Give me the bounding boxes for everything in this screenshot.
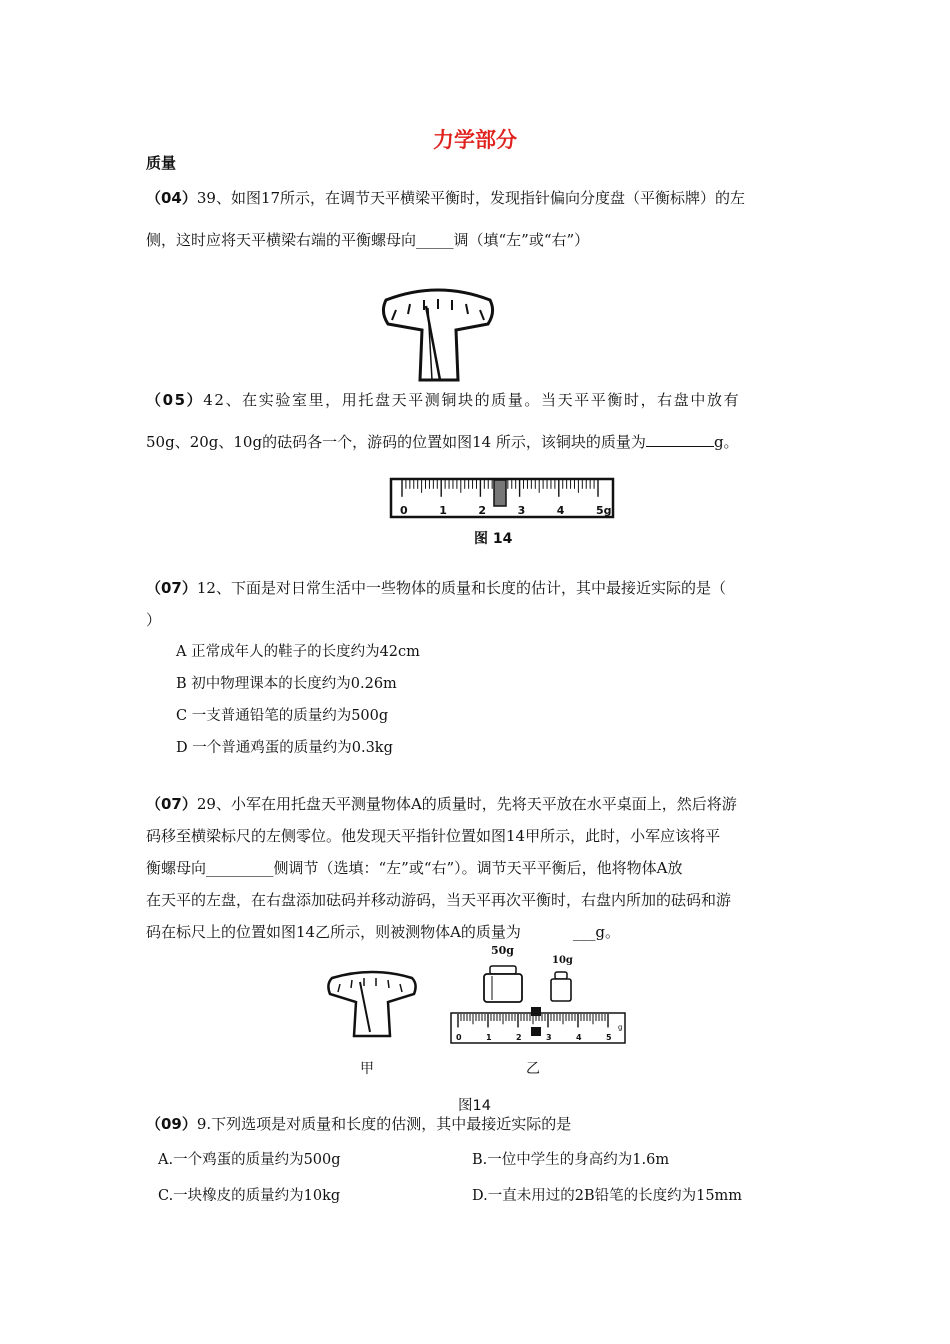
q2-line2 bbox=[146, 432, 739, 452]
q2-answer-blank bbox=[646, 432, 714, 447]
q5-option-b: B.一位中学生的身高约为1.6m bbox=[472, 1152, 670, 1168]
ruler-rider-top bbox=[531, 1007, 541, 1016]
q4-fig-jia-dial bbox=[326, 972, 418, 1038]
q2-text2-unit: g。 bbox=[713, 433, 739, 451]
q3-option-d: D 一个普通鸡蛋的质量约为0.3kg bbox=[176, 740, 393, 756]
q4-line5 bbox=[146, 922, 620, 942]
q4-weight-50g-label: 50g bbox=[491, 944, 514, 957]
q2-figure-caption: 图 14 bbox=[474, 531, 513, 547]
q1-text1: 39、如图17所示，在调节天平横梁平衡时，发现指针偏向分度盘（平衡标牌）的左 bbox=[196, 189, 746, 207]
q4-ruler-figure bbox=[450, 1012, 626, 1046]
q4-figure-caption: 图14 bbox=[458, 1098, 491, 1114]
q1-line2: 侧，这时应将天平横梁右端的平衡螺母向_____调（填“左”或“右”） bbox=[146, 231, 590, 249]
ruler-tick-label: 1 bbox=[439, 504, 447, 517]
q4-text5: 码在标尺上的位置如图14乙所示，则被测物体A的质量为 bbox=[146, 923, 521, 941]
q3-option-c: C 一支普通铅笔的质量约为500g bbox=[176, 708, 389, 724]
ruler-tick-label: 1 bbox=[486, 1033, 492, 1042]
q3-tag: （07） bbox=[146, 579, 197, 597]
q5-text1: 9.下列选项是对质量和长度的估测，其中最接近实际的是 bbox=[196, 1115, 572, 1133]
q4-line1 bbox=[146, 794, 737, 814]
q4-weight-10g-label: 10g bbox=[552, 955, 573, 966]
ruler-tick-label: 3 bbox=[546, 1033, 552, 1042]
ruler-rider bbox=[494, 480, 506, 506]
q3-option-b: B 初中物理课本的长度约为0.26m bbox=[176, 676, 397, 692]
q1-pointer-dial-figure bbox=[378, 286, 498, 382]
ruler-tick-label: 0 bbox=[400, 504, 408, 517]
q3-text1: 12、下面是对日常生活中一些物体的质量和长度的估计，其中最接近实际的是（ bbox=[196, 579, 726, 597]
q1-line1 bbox=[146, 188, 745, 208]
q4-fig-label-jia: 甲 bbox=[360, 1061, 374, 1077]
ruler-tick-label: 3 bbox=[517, 504, 526, 517]
ruler-rider-bottom bbox=[531, 1027, 541, 1036]
ruler-tick-label: 4 bbox=[576, 1033, 582, 1042]
q4-weight-50g bbox=[480, 958, 526, 1004]
q1-tag: （04） bbox=[146, 189, 197, 207]
q3-option-a: A 正常成年人的鞋子的长度约为42cm bbox=[176, 644, 420, 660]
ruler-tick-label: 5 bbox=[606, 1033, 612, 1042]
q4-weight-10g bbox=[548, 968, 574, 1004]
q2-text1: 42、在实验室里，用托盘天平测铜块的质量。当天平平衡时，右盘中放有 bbox=[203, 391, 741, 409]
ruler-tick-label: 2 bbox=[516, 1033, 522, 1042]
q5-option-a: A.一个鸡蛋的质量约为500g bbox=[158, 1152, 341, 1168]
q2-tag: （05） bbox=[146, 391, 204, 409]
page-title: 力学部分 bbox=[433, 128, 517, 152]
q4-line4: 在天平的左盘，在右盘添加砝码并移动游码，当天平再次平衡时，右盘内所加的砝码和游 bbox=[146, 891, 732, 909]
ruler-tick-label: 2 bbox=[478, 504, 487, 517]
jia-needle bbox=[360, 982, 370, 1032]
q2-text2: 50g、20g、10g的砝码各一个，游码的位置如图14 所示，该铜块的质量为 bbox=[146, 433, 646, 451]
q4-line2: 码移至横梁标尺的左侧零位。他发现天平指针位置如图14甲所示，此时，小军应该将平 bbox=[146, 827, 721, 845]
ruler-tick-label: 5g bbox=[596, 504, 612, 517]
q2-ruler-figure bbox=[390, 478, 614, 522]
section-heading: 质量 bbox=[146, 154, 177, 172]
q4-tag: （07） bbox=[146, 795, 197, 813]
ruler-unit-label: g bbox=[618, 1023, 623, 1032]
q5-tag: （09） bbox=[146, 1115, 197, 1133]
q2-line1 bbox=[146, 390, 740, 410]
q4-fig-label-yi: 乙 bbox=[526, 1061, 540, 1077]
q5-option-c: C.一块橡皮的质量约为10kg bbox=[158, 1188, 341, 1204]
q4-answer-blank: ___g。 bbox=[572, 923, 621, 941]
q3-line2: ） bbox=[146, 611, 162, 629]
q3-line1 bbox=[146, 578, 726, 598]
ruler-tick-label: 0 bbox=[456, 1033, 462, 1042]
q5-line1 bbox=[146, 1114, 571, 1134]
ruler-tick-label: 4 bbox=[556, 504, 565, 517]
q5-option-d: D.一直未用过的2B铅笔的长度约为15mm bbox=[472, 1188, 743, 1204]
q4-text1: 29、小军在用托盘天平测量物体A的质量时，先将天平放在水平桌面上，然后将游 bbox=[196, 795, 737, 813]
q4-line3: 衡螺母向_________侧调节（选填：“左”或“右”）。调节天平平衡后，他将物体A放 bbox=[146, 859, 683, 877]
